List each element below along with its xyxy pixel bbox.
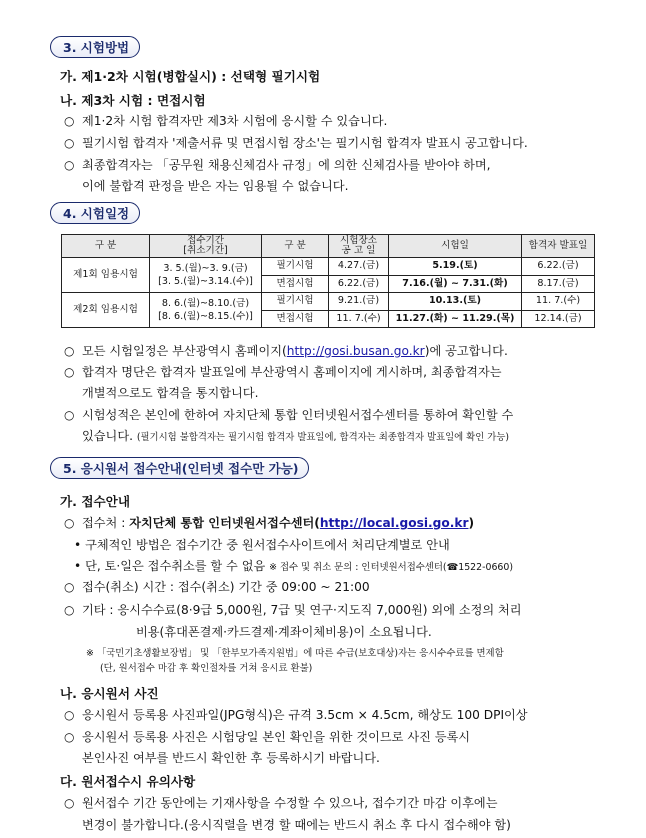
s5-etc-cont: 비용(휴대폰결제·카드결제·계좌이체비용)이 소요됩니다. (136, 625, 432, 639)
row-notice: 4.27.(금) (329, 258, 389, 276)
s5-dot-1: • 구체적인 방법은 접수기간 중 원서접수사이트에서 처리단계별로 안내 (74, 538, 450, 552)
s5-etc-note-2: (단, 원서접수 마감 후 확인절차를 거쳐 응시료 환불) (100, 663, 313, 674)
s3-bullet-3: ○ 최종합격자는 「공무원 채용신체검사 규정」에 의한 신체검사를 받아야 하며, (64, 158, 491, 172)
s5-etc: ○ 기타 : 응시수수료(8·9급 5,000원, 7급 및 연구·지도직 7,000원) 외에 소정의 처리 (64, 603, 522, 617)
row-result-date: 12.14.(금) (522, 310, 595, 328)
group-name: 제2회 임용시험 (62, 293, 150, 328)
section-5-heading: 5. 응시원서 접수안내(인터넷 접수만 가능) (50, 457, 309, 479)
row-exam-date: 5.19.(토) (389, 258, 522, 276)
row-exam-date: 10.13.(토) (389, 293, 522, 311)
row-type: 면접시험 (262, 310, 329, 328)
s5-photo-2-cont: 본인사진 여부를 반드시 확인한 후 등록하시기 바랍니다. (82, 751, 380, 765)
table-row (62, 258, 595, 276)
s5-item-ga: 가. 접수안내 (60, 494, 130, 509)
row-notice: 11. 7.(수) (329, 310, 389, 328)
header-period: 접수기간 [취소기간] (150, 235, 262, 258)
s5-item-da: 다. 원서접수시 유의사항 (60, 774, 196, 789)
s5-dot-2: • 단, 토·일은 접수취소를 할 수 없음 ※ 접수 및 취소 문의 : 인터넷원서접수센터(☎1522-0660) (74, 559, 514, 573)
s3-item-na: 나. 제3차 시험 : 면접시험 (60, 93, 206, 108)
section-3-heading: 3. 시험방법 (50, 36, 140, 58)
s5-time: ○ 접수(취소) 시간 : 접수(취소) 기간 중 09:00 ~ 21:00 (64, 580, 370, 594)
header-category: 구 분 (62, 235, 150, 258)
header-type: 구 분 (262, 235, 329, 258)
busan-homepage-link[interactable]: http://gosi.busan.go.kr (286, 344, 425, 358)
s5-note-1: ○ 원서접수 기간 동안에는 기재사항을 수정할 수 있으나, 접수기간 마감 이후에는 (64, 796, 498, 810)
s3-bullet-1: ○ 제1·2차 시험 합격자만 제3차 시험에 응시할 수 있습니다. (64, 114, 388, 128)
row-result-date: 11. 7.(수) (522, 293, 595, 311)
s4-bullet-2-cont: 개별적으로도 합격을 통지합니다. (82, 386, 259, 400)
s3-bullet-3-cont: 이에 불합격 판정을 받은 자는 임용될 수 없습니다. (82, 179, 349, 193)
header-exam-date: 시험일 (389, 235, 522, 258)
s5-photo-1: ○ 응시원서 등록용 사진파일(JPG형식)은 규격 3.5cm × 4.5cm, 해상도 100 DPI이상 (64, 708, 528, 722)
s5-photo-2: ○ 응시원서 등록용 사진은 시험당일 본인 확인을 위한 것이므로 사진 등록시 (64, 730, 471, 744)
row-type: 필기시험 (262, 293, 329, 311)
row-type: 필기시험 (262, 258, 329, 276)
s4-bullet-2: ○ 합격자 명단은 합격자 발표일에 부산광역시 홈페이지에 게시하며, 최종합격자는 (64, 365, 502, 379)
schedule-header-row (62, 235, 595, 258)
s5-reception: ○ 접수처 : 자치단체 통합 인터넷원서접수센터(http://local.gosi.go.kr) (64, 516, 475, 530)
s4-bullet-1: ○ 모든 시험일정은 부산광역시 홈페이지(http://gosi.busan.go.kr)에 공고합니다. (64, 344, 508, 358)
schedule-table (61, 234, 595, 328)
row-result-date: 6.22.(금) (522, 258, 595, 276)
s4-bullet-3: ○ 시험성적은 본인에 한하여 자치단체 통합 인터넷원서접수센터를 통하여 확인할 수 (64, 408, 514, 422)
group-period: 8. 6.(월)~8.10.(금) [8. 6.(월)~8.15.(수)] (150, 293, 262, 328)
row-notice: 6.22.(금) (329, 275, 389, 293)
s5-note-1-cont: 변경이 불가합니다.(응시직렬을 변경 할 때에는 반드시 취소 후 다시 접수해야 함) (82, 818, 511, 832)
row-type: 면접시험 (262, 275, 329, 293)
s4-bullet-3-cont: 있습니다. (필기시험 불합격자는 필기시험 합격자 발표일에, 합격자는 최종합격자 발표일에 확인 가능) (82, 429, 510, 443)
group-name: 제1회 임용시험 (62, 258, 150, 293)
row-result-date: 8.17.(금) (522, 275, 595, 293)
s3-bullet-2: ○ 필기시험 합격자 '제출서류 및 면접시험 장소'는 필기시험 합격자 발표시 공고합니다. (64, 136, 528, 150)
local-gosi-link[interactable]: http://local.gosi.go.kr (319, 516, 469, 530)
s3-item-ga: 가. 제1·2차 시험(병합실시) : 선택형 필기시험 (60, 69, 321, 84)
header-result-date: 합격자 발표일 (522, 235, 595, 258)
row-exam-date: 11.27.(화) ~ 11.29.(목) (389, 310, 522, 328)
section-4-heading: 4. 시험일정 (50, 202, 140, 224)
table-row (62, 293, 595, 311)
s5-item-na: 나. 응시원서 사진 (60, 686, 159, 701)
row-exam-date: 7.16.(월) ~ 7.31.(화) (389, 275, 522, 293)
s5-etc-note-1: ※ 「국민기초생활보장법」 및 「한부모가족지원법」에 따른 수급(보호대상)자는 응시수수료를 면제함 (86, 648, 504, 659)
group-period: 3. 5.(월)~3. 9.(금) [3. 5.(월)~3.14.(수)] (150, 258, 262, 293)
header-venue-notice: 시험장소 공 고 일 (329, 235, 389, 258)
row-notice: 9.21.(금) (329, 293, 389, 311)
